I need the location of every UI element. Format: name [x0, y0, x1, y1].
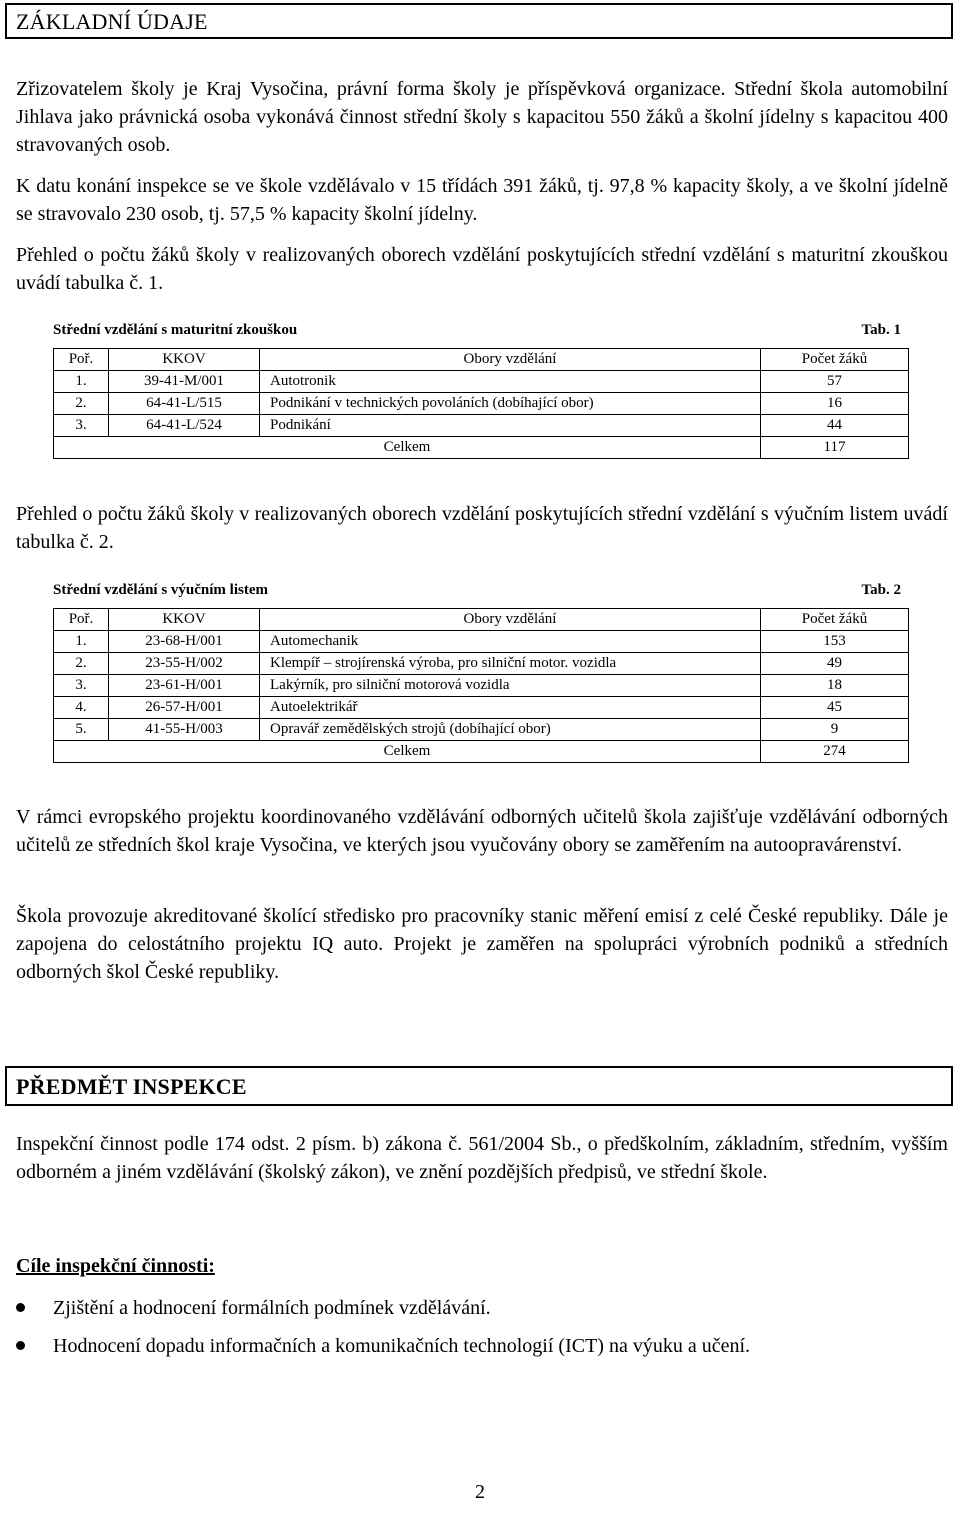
total-label: Celkem — [54, 437, 761, 459]
table-total-row — [54, 437, 909, 459]
table-header-row — [54, 609, 909, 631]
cell-kkov: 64-41-L/515 — [109, 393, 260, 415]
cell-count: 153 — [761, 631, 909, 653]
cell-count: 44 — [761, 415, 909, 437]
paragraph-legal-basis: Inspekční činnost podle 174 odst. 2 písm. b) zákona č. 561/2004 Sb., o předškolním, základním, středním, vyšším odborném a jiném vzdělávání (školský zákon), ve znění pozdějších předpisů, ve střední škole. — [16, 1133, 948, 1183]
list-item — [16, 1294, 948, 1332]
cell-count: 9 — [761, 719, 909, 741]
cell-field: Autotronik — [260, 371, 761, 393]
header-kkov: KKOV — [109, 609, 260, 631]
cell-field: Podnikání v technických povoláních (dobíhající obor) — [260, 393, 761, 415]
paragraph-training-center: Škola provozuje akreditované školící středisko pro pracovníky stanic měření emisí z celé České republiky. Dále je zapojena do celostátního projektu IQ auto. Projekt je zaměřen na spolupráci výrobních podniků a středních odborných škol České republiky. — [16, 905, 948, 983]
total-value: 117 — [761, 437, 909, 459]
header-fields: Obory vzdělání — [260, 349, 761, 371]
table-row — [54, 675, 909, 697]
table2-caption-text: Střední vzdělání s výučním listem — [53, 582, 269, 598]
header-order: Poř. — [54, 609, 109, 631]
paragraph-table2-intro: Přehled o počtu žáků školy v realizovaných oborech vzdělání poskytujících střední vzdělání s výučním listem uvádí tabulka č. 2. — [16, 503, 948, 553]
table2-caption — [53, 582, 901, 599]
header-count: Počet žáků — [761, 609, 909, 631]
cell-order: 2. — [54, 393, 109, 415]
cell-count: 49 — [761, 653, 909, 675]
cell-kkov: 26-57-H/001 — [109, 697, 260, 719]
cell-count: 45 — [761, 697, 909, 719]
cell-field: Klempíř – strojírenská výroba, pro silniční motor. vozidla — [260, 653, 761, 675]
header-order: Poř. — [54, 349, 109, 371]
cell-order: 3. — [54, 675, 109, 697]
page-number: 2 — [475, 1481, 485, 1503]
table-header-row — [54, 349, 909, 371]
header-fields: Obory vzdělání — [260, 609, 761, 631]
cell-field: Lakýrník, pro silniční motorová vozidla — [260, 675, 761, 697]
table1-caption-text: Střední vzdělání s maturitní zkouškou — [53, 322, 298, 338]
table-row — [54, 653, 909, 675]
cell-order: 1. — [54, 631, 109, 653]
cell-count: 18 — [761, 675, 909, 697]
table-row — [54, 415, 909, 437]
cell-field: Podnikání — [260, 415, 761, 437]
table1 — [53, 348, 909, 459]
paragraph-inspection-date: K datu konání inspekce se ve škole vzdělávalo v 15 třídách 391 žáků, tj. 97,8 % kapacity školy, a ve školní jídelně se stravovalo 230 osob, tj. 57,5 % kapacity školní jídelny. — [16, 175, 948, 225]
total-value: 274 — [761, 741, 909, 763]
cell-order: 2. — [54, 653, 109, 675]
paragraph-table1-intro: Přehled o počtu žáků školy v realizovaných oborech vzdělání poskytujících střední vzdělání s maturitní zkouškou uvádí tabulka č. 1. — [16, 244, 948, 294]
cell-kkov: 41-55-H/003 — [109, 719, 260, 741]
goal-text: Zjištění a hodnocení formálních podmínek vzdělávání. — [53, 1297, 491, 1319]
cell-count: 57 — [761, 371, 909, 393]
cell-order: 3. — [54, 415, 109, 437]
table2 — [53, 608, 909, 763]
table-row — [54, 719, 909, 741]
cell-order: 1. — [54, 371, 109, 393]
cell-kkov: 23-55-H/002 — [109, 653, 260, 675]
table-row — [54, 697, 909, 719]
bullet-icon — [16, 1341, 25, 1350]
cell-field: Automechanik — [260, 631, 761, 653]
cell-kkov: 64-41-L/524 — [109, 415, 260, 437]
cell-kkov: 23-61-H/001 — [109, 675, 260, 697]
total-label: Celkem — [54, 741, 761, 763]
cell-field: Opravář zemědělských strojů (dobíhající obor) — [260, 719, 761, 741]
table1-number: Tab. 1 — [861, 322, 901, 338]
table-total-row — [54, 741, 909, 763]
paragraph-founder: Zřizovatelem školy je Kraj Vysočina, právní forma školy je příspěvková organizace. Střední škola automobilní Jihlava jako právnická osoba vykonává činnost střední školy s kapacitou 550 žáků a školní jídelny s kapacitou 400 stravovaných osob. — [16, 78, 948, 156]
cell-order: 5. — [54, 719, 109, 741]
section-title: ZÁKLADNÍ ÚDAJE — [16, 9, 208, 34]
section-title: PŘEDMĚT INSPEKCE — [16, 1074, 247, 1099]
cell-kkov: 39-41-M/001 — [109, 371, 260, 393]
table-row — [54, 393, 909, 415]
goals-list — [16, 1294, 948, 1370]
cell-kkov: 23-68-H/001 — [109, 631, 260, 653]
table-row — [54, 371, 909, 393]
table1-caption — [53, 322, 901, 339]
cell-order: 4. — [54, 697, 109, 719]
section-header-basic-data — [5, 3, 953, 39]
table2-number: Tab. 2 — [861, 582, 901, 598]
header-kkov: KKOV — [109, 349, 260, 371]
goals-heading — [16, 1252, 948, 1280]
header-count: Počet žáků — [761, 349, 909, 371]
table-row — [54, 631, 909, 653]
bullet-icon — [16, 1303, 25, 1312]
goal-text: Hodnocení dopadu informačních a komunikačních technologií (ICT) na výuku a učení. — [53, 1335, 751, 1357]
list-item — [16, 1332, 948, 1370]
section-header-inspection-subject — [5, 1066, 953, 1106]
cell-count: 16 — [761, 393, 909, 415]
goals-heading-text: Cíle inspekční činnosti: — [16, 1255, 215, 1277]
paragraph-european-project: V rámci evropského projektu koordinovaného vzdělávání odborných učitelů škola zajišťuje vzdělávání odborných učitelů ze středních škol kraje Vysočina, ve kterých jsou vyučovány obory se zaměřením na autoopravárenství. — [16, 806, 948, 856]
cell-field: Autoelektrikář — [260, 697, 761, 719]
